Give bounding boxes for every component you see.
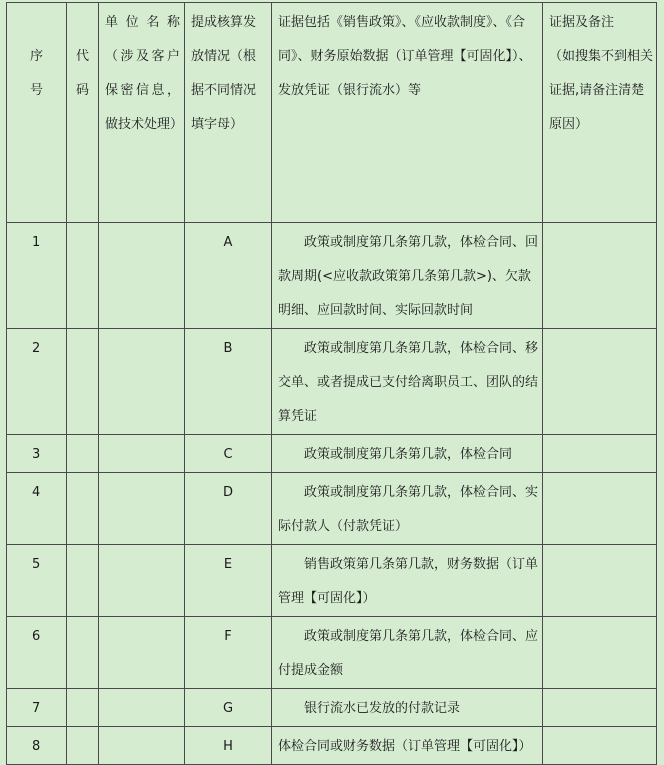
row-calc: F [185,617,272,689]
row-note [543,473,657,545]
row-unit [99,727,185,765]
row-code [67,223,99,329]
row-calc: C [185,435,272,473]
row-unit [99,435,185,473]
row-note [543,329,657,435]
table-row [7,473,657,545]
row-seq: 1 [7,223,67,329]
row-code [67,617,99,689]
header-code-line-2: 码 [75,83,89,98]
table-row [7,329,657,435]
table-row [7,435,657,473]
row-calc: D [185,473,272,545]
row-evidence-text: 政策或制度第几条第几款，体检合同、移交单、或者提成已支付给离职员工、团队的结算凭证 [278,341,539,424]
header-calc-text: 提成核算发放情况（根据不同情况填字母） [191,15,257,132]
row-code [67,435,99,473]
row-calc: G [185,689,272,727]
row-calc: B [185,329,272,435]
row-unit [99,617,185,689]
header-note-title: 证据及备注 [549,15,615,30]
table-header-row [7,3,657,223]
header-note [543,3,657,223]
header-code [67,3,99,223]
row-unit [99,473,185,545]
row-calc: E [185,545,272,617]
row-code [67,689,99,727]
row-evidence-text: 政策或制度第几条第几款，体检合同、回款周期(<应收款政策第几条第几款>)、欠款明细、应回款时间、实际回款时间 [278,235,539,318]
row-evidence [272,435,543,473]
header-evidence-text: 证据包括《销售政策》、《应收款制度》、《合同》、财务原始数据（订单管理【可固化】）、发放凭证（银行流水）等 [278,15,532,98]
row-unit [99,223,185,329]
row-evidence-text: 银行流水已发放的付款记录 [304,701,461,716]
row-code [67,727,99,765]
row-evidence-text: 政策或制度第几条第几款，体检合同 [304,447,513,462]
row-seq: 3 [7,435,67,473]
row-evidence-text: 体检合同或财务数据（订单管理【可固化】） [278,739,532,754]
table-row [7,689,657,727]
row-code [67,329,99,435]
row-seq: 2 [7,329,67,435]
row-note [543,689,657,727]
row-seq: 7 [7,689,67,727]
row-note [543,727,657,765]
row-evidence-text: 销售政策第几条第几款，财务数据（订单管理【可固化】） [278,557,539,606]
row-unit [99,329,185,435]
row-evidence [272,727,543,765]
row-note [543,617,657,689]
row-calc: A [185,223,272,329]
row-evidence-text: 政策或制度第几条第几款，体检合同、实际付款人（付款凭证） [278,485,539,534]
row-note [543,545,657,617]
row-unit [99,545,185,617]
header-unit [99,3,185,223]
row-calc: H [185,727,272,765]
row-seq: 5 [7,545,67,617]
header-seq-line-1: 序 [29,49,43,64]
row-evidence [272,617,543,689]
row-evidence [272,689,543,727]
evidence-table [6,2,657,765]
row-note [543,223,657,329]
table-row [7,617,657,689]
header-seq-line-2: 号 [29,83,43,98]
header-code-line-1: 代 [75,49,89,64]
table-row [7,727,657,765]
row-evidence [272,545,543,617]
row-evidence [272,473,543,545]
table-row [7,223,657,329]
row-code [67,545,99,617]
table-row [7,545,657,617]
row-evidence-text: 政策或制度第几条第几款，体检合同、应付提成金额 [278,629,539,678]
row-seq: 8 [7,727,67,765]
header-unit-text: 单位名称（涉及客户保密信息，做技术处理） [105,15,184,132]
header-note-body: （如搜集不到相关证据,请备注清楚原因） [549,49,654,132]
header-seq [7,3,67,223]
row-code [67,473,99,545]
row-evidence [272,223,543,329]
header-evidence [272,3,543,223]
row-seq: 4 [7,473,67,545]
header-calc [185,3,272,223]
row-evidence [272,329,543,435]
row-unit [99,689,185,727]
row-note [543,435,657,473]
row-seq: 6 [7,617,67,689]
